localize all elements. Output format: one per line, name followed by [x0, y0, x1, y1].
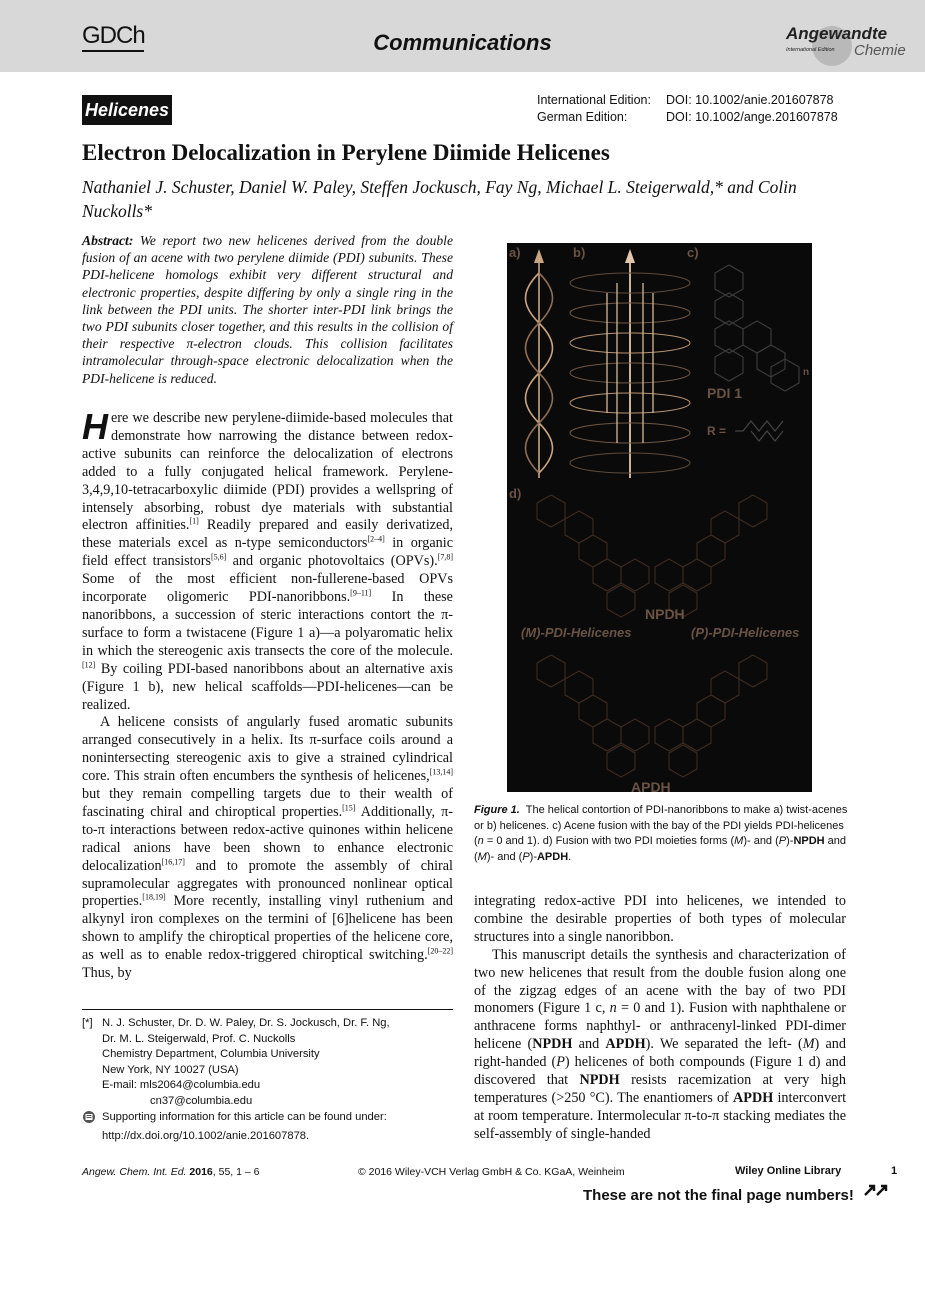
p-series-label: (P)-PDI-Helicenes — [691, 625, 800, 640]
abstract — [82, 232, 453, 387]
footnote-line: Chemistry Department, Columbia University — [102, 1048, 320, 1061]
m-series-label: (M)-PDI-Helicenes — [521, 625, 632, 640]
citation: [9–11] — [350, 588, 372, 598]
figure-caption: Figure 1. The helical contortion of PDI-nanoribbons to make a) twist-acenes or b) helicenes. c) Acene fusion with the bay of the PDI yields PDI-helicenes (n = 0 and 1). d) Fusion with two PDI moieties forms (M)- and (P)-NPDH and (M)- and (P)-APDH. — [474, 804, 848, 863]
gdch-logo: GDCh — [82, 22, 145, 49]
citation: [18,19] — [142, 892, 166, 902]
supporting-info-link[interactable]: http://dx.doi.org/10.1002/anie.201607878. — [102, 1130, 310, 1143]
double-arrow-icon — [863, 1181, 889, 1199]
r-label: R = — [707, 424, 727, 438]
helicene-paragraph: A helicene consists of angularly fused aromatic subunits arranged consecutively in a helix. Its π-surface coils around a nonintersecting stereogenic axis to give a strained cylindrical core. This strain often encumbers the synthesis of helicenes,[13,14] but they remain compelling targets due to their wealth of fascinating chiral and chiroptical properties.[15] Additionally, π-to-π interactions between redox-active quinones within helicene radical anions have been shown to enhance electronic delocalization[16,17] and to promote the assembly of chiral supramolecular aggregates with pronounced nonlinear optical properties.[18,19] More recently, installing vinyl ruthenium and alkynyl iron complexes on the termini of [6]helicene has been shown to amplify the chiroptical properties of the helicene core, as well as to enable redox-triggered chiroptical switching.[20–22] Thus, by — [82, 714, 454, 982]
footnote-line: N. J. Schuster, Dr. D. W. Paley, Dr. S. Jockusch, Dr. F. Ng, — [102, 1017, 390, 1029]
journal-logo-chemie: Chemie — [854, 42, 906, 59]
apdh-label: APDH — [631, 779, 671, 792]
drop-cap: H — [82, 406, 108, 447]
supporting-info-text: Supporting information for this article can be found under: — [102, 1110, 387, 1123]
supporting-info-icon — [82, 1110, 102, 1130]
doi-label-german: German Edition: — [537, 110, 628, 124]
footnote-mark: [*] — [82, 1017, 93, 1029]
twistacene-helix — [526, 249, 553, 478]
figure-label-d: d) — [509, 486, 522, 501]
footnotes — [82, 1016, 453, 1145]
journal-logo-international-edition: International Edition — [786, 47, 835, 53]
pdi1-label: PDI 1 — [707, 385, 743, 401]
figure-label-a: a) — [509, 245, 521, 260]
continued-paragraph: integrating redox-active PDI into helicenes, we intended to combine the desirable properties of both types of molecular structures into a single nanoribbon. — [474, 893, 846, 945]
footer-citation: Angew. Chem. Int. Ed. 2016, 55, 1 – 6 — [82, 1166, 260, 1178]
article-title: Electron Delocalization in Perylene Diimide Helicenes — [82, 140, 610, 165]
citation: [16,17] — [161, 856, 185, 866]
footnote-line: Dr. M. L. Steigerwald, Prof. C. Nuckolls — [102, 1032, 296, 1045]
citation: [20–22] — [427, 946, 453, 956]
journal-logo-angewandte: Angewandte — [786, 24, 888, 43]
helicene-coil — [570, 249, 690, 478]
citation: [5,6] — [210, 552, 227, 562]
citation: [2–4] — [367, 534, 385, 544]
section-title: Communications — [373, 30, 552, 55]
n-label: n — [803, 367, 810, 378]
final-page-note: These are not the final page numbers! — [583, 1187, 854, 1204]
doi-label-international: International Edition: — [537, 93, 651, 107]
citation: [13,14] — [429, 767, 453, 777]
author-list: Nathaniel J. Schuster, Daniel W. Paley, Steffen Jockusch, Fay Ng, Michael L. Steigerwald,* and Colin Nuckolls* — [82, 177, 797, 221]
apdh-structures — [537, 655, 767, 777]
alkyl-chain — [735, 421, 783, 441]
manuscript-paragraph: This manuscript details the synthesis and characterization of two new helicenes that result from the double fusion along one of the zigzag edges of an acene with the bay of two PDI monomers (Figure 1 c, n = 0 and 1). Fusion with naphthalene or anthracene forms naphthyl- or anthracenyl-linked PDI-dimer helicene (NPDH and APDH). We separated the left- (M) and right-handed (P) helicenes of both compounds (Figure 1 d) and discovered that NPDH resists racemization at very high temperatures (>250 °C). The enantiomers of APDH interconvert at room temperature. Intermolecular π-to-π stacking mediates the self-assembly of single-handed — [474, 946, 847, 1142]
intro-paragraph: Here we describe new perylene-diimide-based molecules that demonstrate how narrowing the distance between redox-active subunits can reinforce the delocalization of electrons added to a fully conjugated helical framework. Perylene-3,4,9,10-tetracarboxylic diimide (PDI) provides a wellspring of intensely absorbing, robust dye materials with substantial electron affinities.[1] Readily prepared and easily derivatized, these materials excel as n-type semiconductors[2–4] in organic field effect transistors[5,6] and organic photovoltaics (OPVs).[7,8] Some of the most efficient non-fullerene-based OPVs incorporate oligomeric PDI-nanoribbons.[9–11] In these nanoribbons, a succession of steric interactions contort the π-surface to form a twistacene (Figure 1 a)—a polyaromatic helix in which the stereogenic axis transects the core of the molecule.[12] By coiling PDI-based nanoribbons about an alternative axis (Figure 1 b), new helical scaffolds—PDI-helicenes—can be realized. — [82, 406, 454, 713]
footnote-rule — [82, 1009, 453, 1010]
footer-wiley-library[interactable]: Wiley Online Library — [735, 1165, 842, 1177]
doi-value-international: DOI: 10.1002/anie.201607878 — [666, 93, 834, 107]
footnote-line: New York, NY 10027 (USA) — [102, 1063, 239, 1076]
citation: [12] — [82, 659, 96, 669]
caption-label: Figure 1. — [474, 804, 520, 816]
footer-copyright: © 2016 Wiley-VCH Verlag GmbH & Co. KGaA, Weinheim — [358, 1166, 625, 1178]
figure-label-b: b) — [573, 245, 586, 260]
page-number: 1 — [891, 1165, 898, 1177]
abstract-text: We report two new helicenes derived from the double fusion of an acene with two perylene diimide (PDI) subunits. These PDI-helicene homologs exhibit very different structural and electronic properties, despite differing by only a single ring in the link between the PDI units. The shorter inter-PDI link brings the two PDI subunits closer together, and this results in the collision of their respective π-electron clouds. This collision facilitates intramolecular through-space electronic delocalization when the PDI-helicene is reduced. — [82, 233, 453, 386]
footnote-email[interactable]: E-mail: mls2064@columbia.edu — [102, 1079, 261, 1092]
doi-value-german: DOI: 10.1002/ange.201607878 — [666, 110, 838, 124]
citation: [1] — [189, 516, 199, 526]
abstract-label: Abstract: — [82, 233, 134, 248]
body-right-column — [474, 893, 846, 1144]
npdh-label: NPDH — [645, 606, 685, 622]
citation: [15] — [342, 803, 356, 813]
figure-1-image — [507, 243, 812, 792]
npdh-structures — [537, 495, 767, 617]
footnote-email[interactable]: cn37@columbia.edu — [150, 1094, 253, 1107]
body-left-column — [82, 406, 454, 983]
figure-label-c: c) — [687, 245, 699, 260]
pdi1-structure — [715, 265, 799, 391]
section-tag: Helicenes — [82, 95, 172, 125]
citation: [7,8] — [437, 552, 453, 562]
